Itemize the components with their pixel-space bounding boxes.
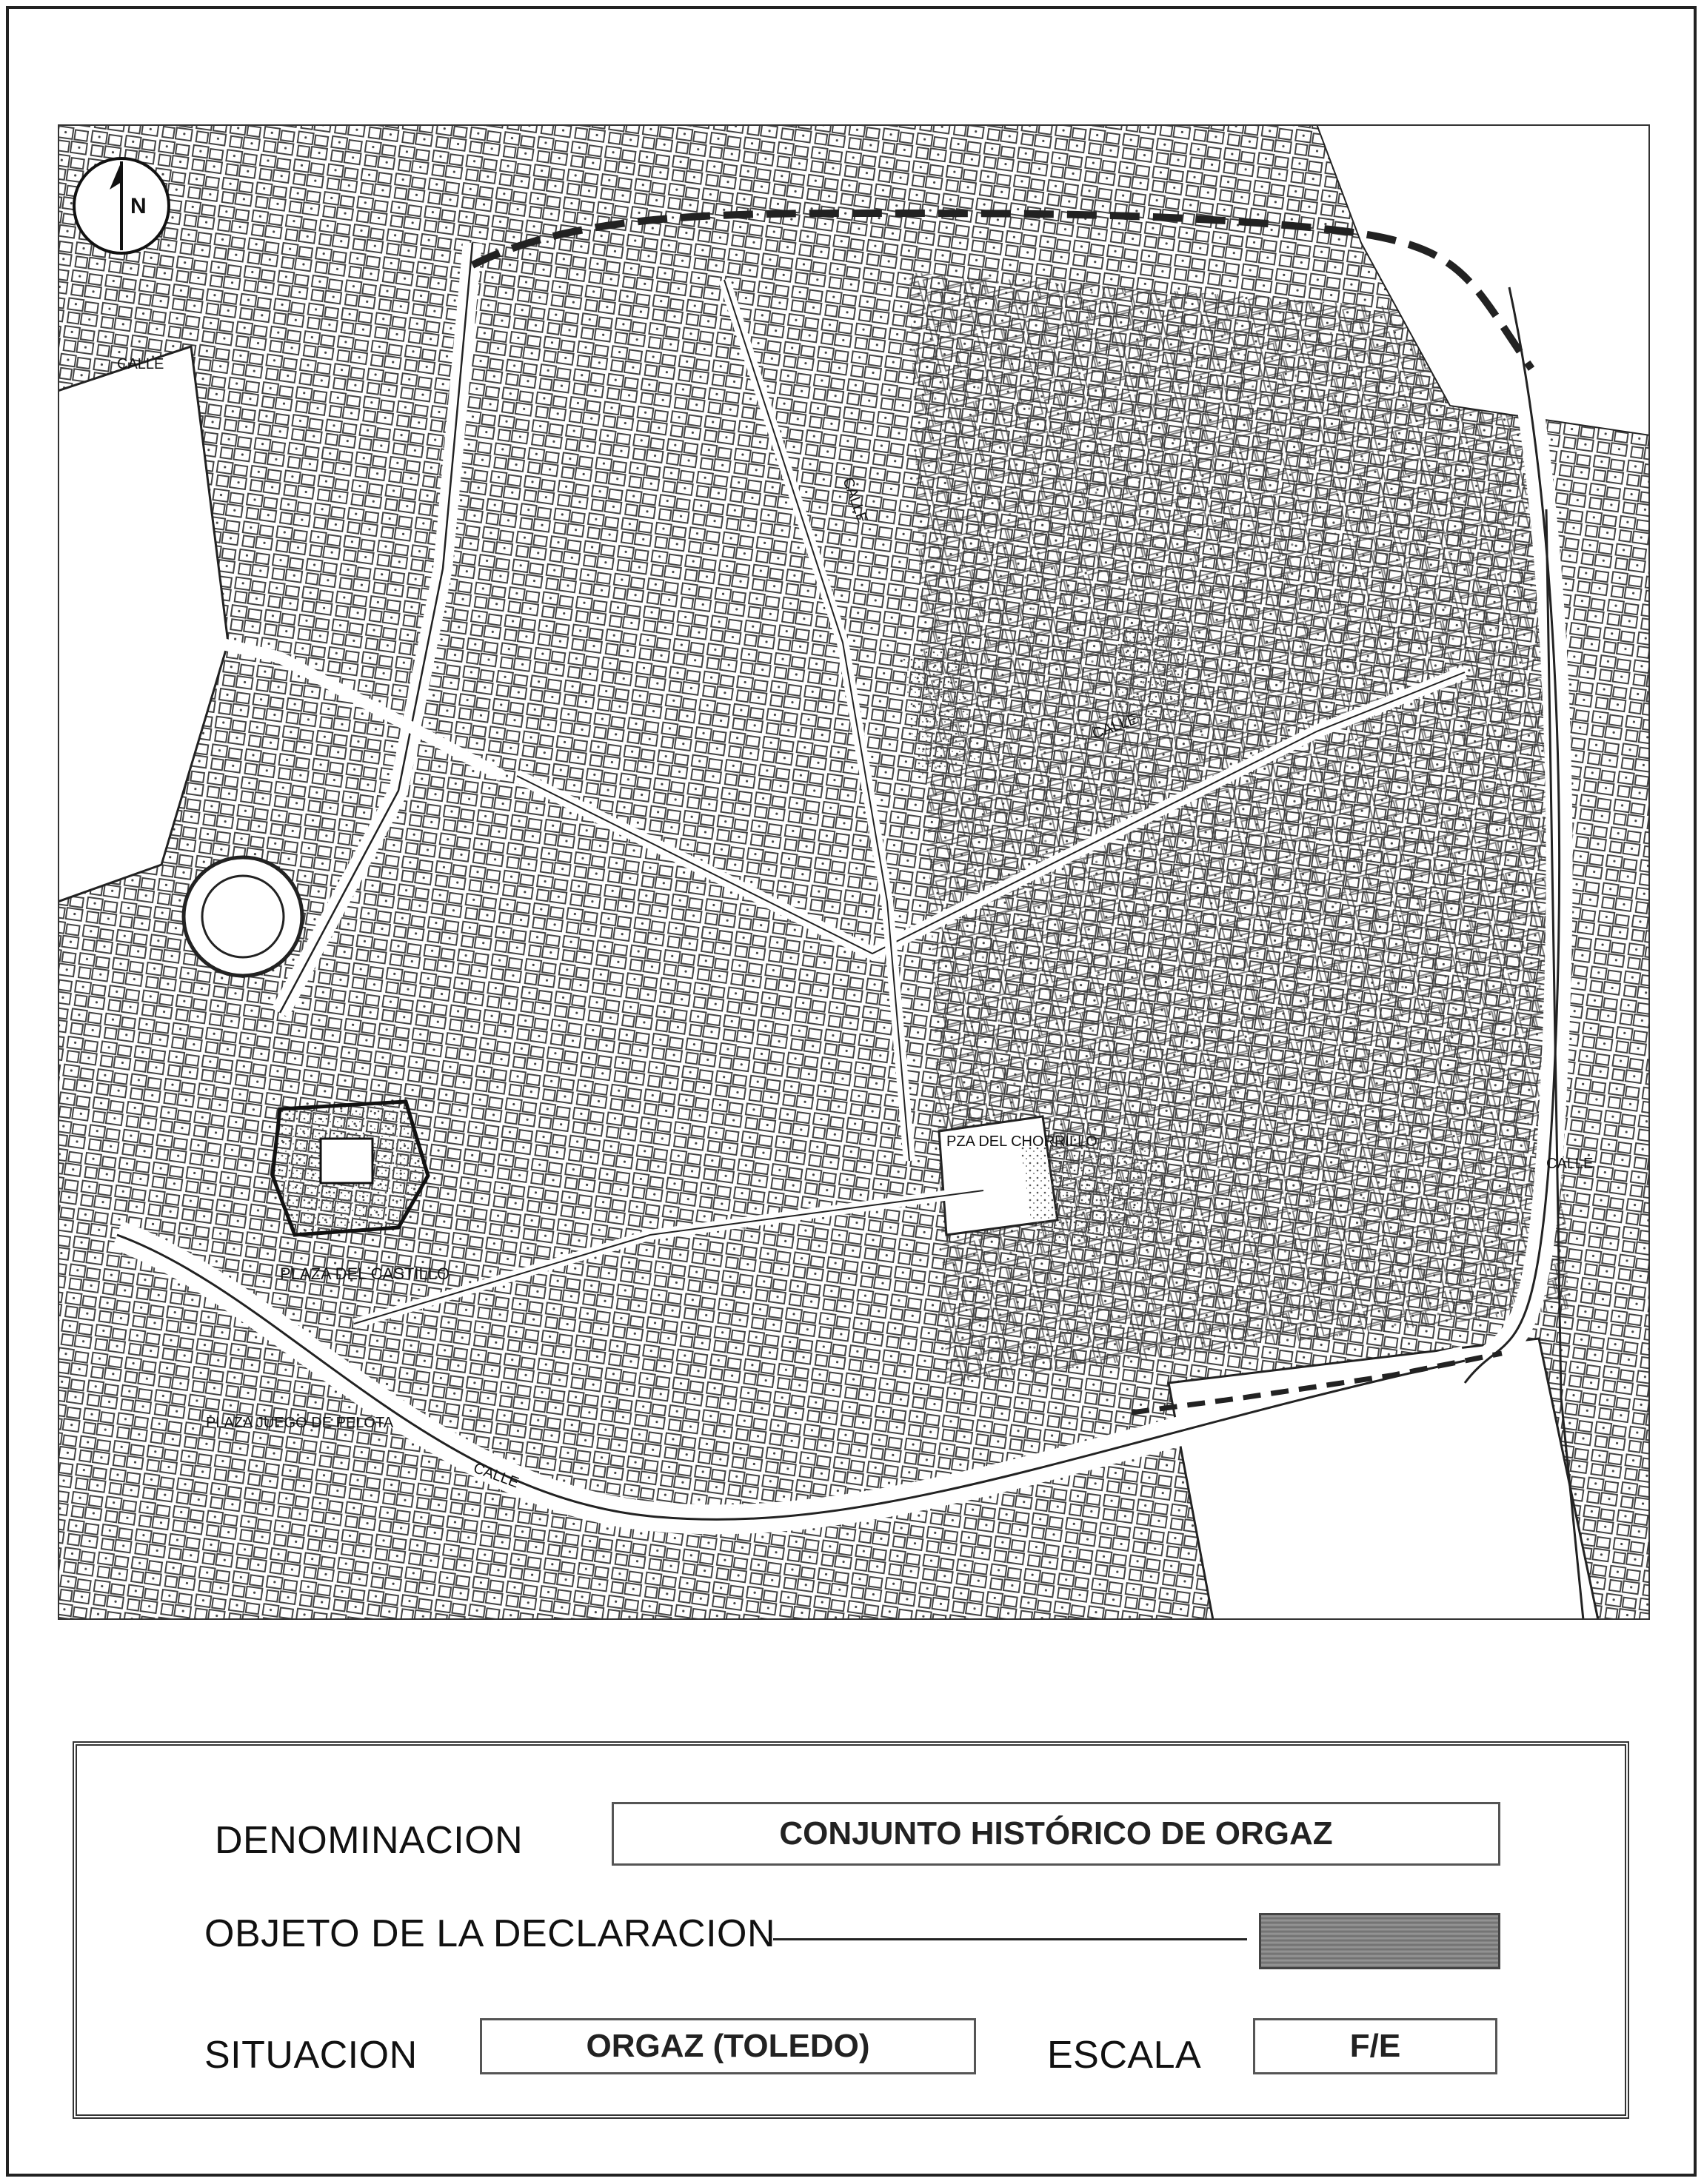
objeto-leader-line xyxy=(773,1938,1247,1940)
bullring-inner xyxy=(202,876,284,957)
situacion-value: ORGAZ (TOLEDO) xyxy=(586,2028,870,2064)
protected-stipple-3 xyxy=(1109,620,1191,724)
map-svg xyxy=(58,124,1650,1620)
denominacion-value: CONJUNTO HISTÓRICO DE ORGAZ xyxy=(779,1815,1333,1852)
situacion-label: SITUACION xyxy=(204,2034,418,2077)
label-juego-pelota: PLAZA JUEGO DE PELOTA xyxy=(206,1415,394,1431)
castle-tower xyxy=(321,1139,372,1183)
label-pza-chorrillo: PZA DEL CHORRILLO xyxy=(946,1133,1097,1150)
situacion-field xyxy=(480,2018,976,2074)
escala-label: ESCALA xyxy=(1047,2034,1202,2077)
label-calle-4: CALLE xyxy=(1546,1156,1594,1172)
north-arrow-label: N xyxy=(130,194,147,218)
escala-value: F/E xyxy=(1349,2028,1401,2064)
label-calle-3: CALLE xyxy=(1090,711,1140,743)
denominacion-label: DENOMINACION xyxy=(215,1819,524,1862)
label-calle-2: CALLE xyxy=(839,475,871,526)
protected-area-swatch xyxy=(1259,1913,1500,1969)
denominacion-field xyxy=(612,1802,1500,1866)
label-calle-1: CALLE xyxy=(117,356,164,372)
objeto-label: OBJETO DE LA DECLARACION xyxy=(204,1912,776,1955)
urban-map xyxy=(58,124,1650,1620)
escala-field xyxy=(1253,2018,1497,2074)
label-calle-5: CALLE xyxy=(471,1460,521,1492)
north-arrow xyxy=(74,158,169,253)
legend-box xyxy=(73,1741,1629,2119)
protected-stipple-1 xyxy=(1020,1139,1169,1250)
label-plaza-castillo: PLAZA DEL CASTILLO xyxy=(280,1264,450,1283)
